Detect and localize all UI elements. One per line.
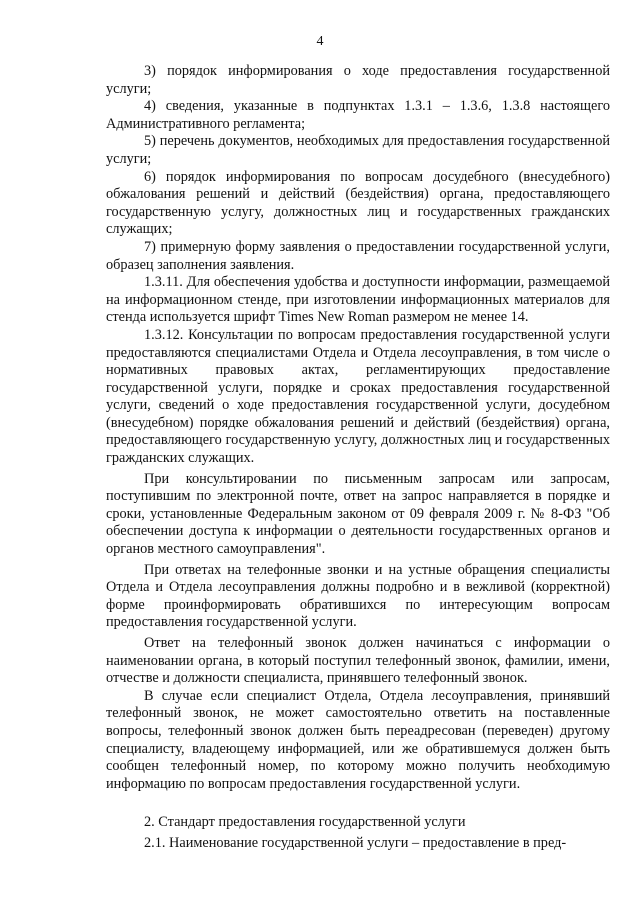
paragraph-phone-redirect: В случае если специалист Отдела, Отдела лесоуправления, принявший телефонный звонок, не может самостоятельно ответить на поставленные вопросы, телефонный звонок должен быть переадресован (переведен) другому специалисту, владеющему информацией, или же обратившемуся должен быть сообщен телефонный номер, по которому можно получить необходимую информацию по вопросам предоставления государственной услуги. <box>106 687 610 792</box>
paragraph-2-1: 2.1. Наименование государственной услуги – предоставление в пред- <box>144 834 567 851</box>
spacer <box>106 793 610 814</box>
list-item-5: 5) перечень документов, необходимых для предоставления государственной услуги; <box>106 133 610 167</box>
document-body <box>106 63 610 853</box>
list-item-7: 7) примерную форму заявления о предоставлении государственной услуги, образец заполнения заявления. <box>106 238 610 273</box>
list-item-3: 3) порядок информирования о ходе предоставления государственной услуги; <box>106 63 610 97</box>
page-number: 4 <box>316 34 324 49</box>
list-item-4: 4) сведения, указанные в подпунктах 1.3.1 – 1.3.6, 1.3.8 настоящего Административного регламента; <box>106 98 610 132</box>
paragraph-1-3-11: 1.3.11. Для обеспечения удобства и доступности информации, размещаемой на информационном стенде, при изготовлении информационных материалов для стенда используется шрифт Times New Roman размером не менее 14. <box>106 274 610 326</box>
paragraph-1-3-12: 1.3.12. Консультации по вопросам предоставления государственной услуги предоставляются специалистами Отдела и Отдела лесоуправления, в том числе о нормативных правовых актах, регламентирующих предоставление государственной услуги, порядке и сроках предоставления государственной услуги, сведений о ходе предоставления государственной услуги, досудебном (внесудебном) порядке обжалования решений и действий (бездействия) органа, предоставляющего государственную услугу, должностных лиц и государственных гражданских служащих. <box>106 326 610 467</box>
paragraph-phone-start: Ответ на телефонный звонок должен начинаться с информации о наименовании органа, в который поступил телефонный звонок, фамилии, имени, отчестве и должности специалиста, принявшего телефонный звонок. <box>106 635 610 687</box>
section-heading-2: 2. Стандарт предоставления государственной услуги <box>144 814 466 831</box>
paragraph-phone-answers: При ответах на телефонные звонки и на устные обращения специалисты Отдела и Отдела лесоуправления должны подробно и в вежливой (корректной) форме проинформировать обратившихся по интересующим вопросам предоставления государственной услуги. <box>106 561 610 631</box>
paragraph-written-requests: При консультировании по письменным запросам или запросам, поступившим по электронной почте, ответ на запрос направляется в порядке и сроки, установленные Федеральным законом от 09 февраля 2009 г. № 8-ФЗ "Об обеспечении доступа к информации о деятельности государственных органов и органов местного самоуправления". <box>106 470 610 558</box>
list-item-6: 6) порядок информирования по вопросам досудебного (внесудебного) обжалования решений и действий (бездействия) органа, предоставляющего государственную услугу, должностных лиц и государственных гражданских служащих; <box>106 168 610 238</box>
